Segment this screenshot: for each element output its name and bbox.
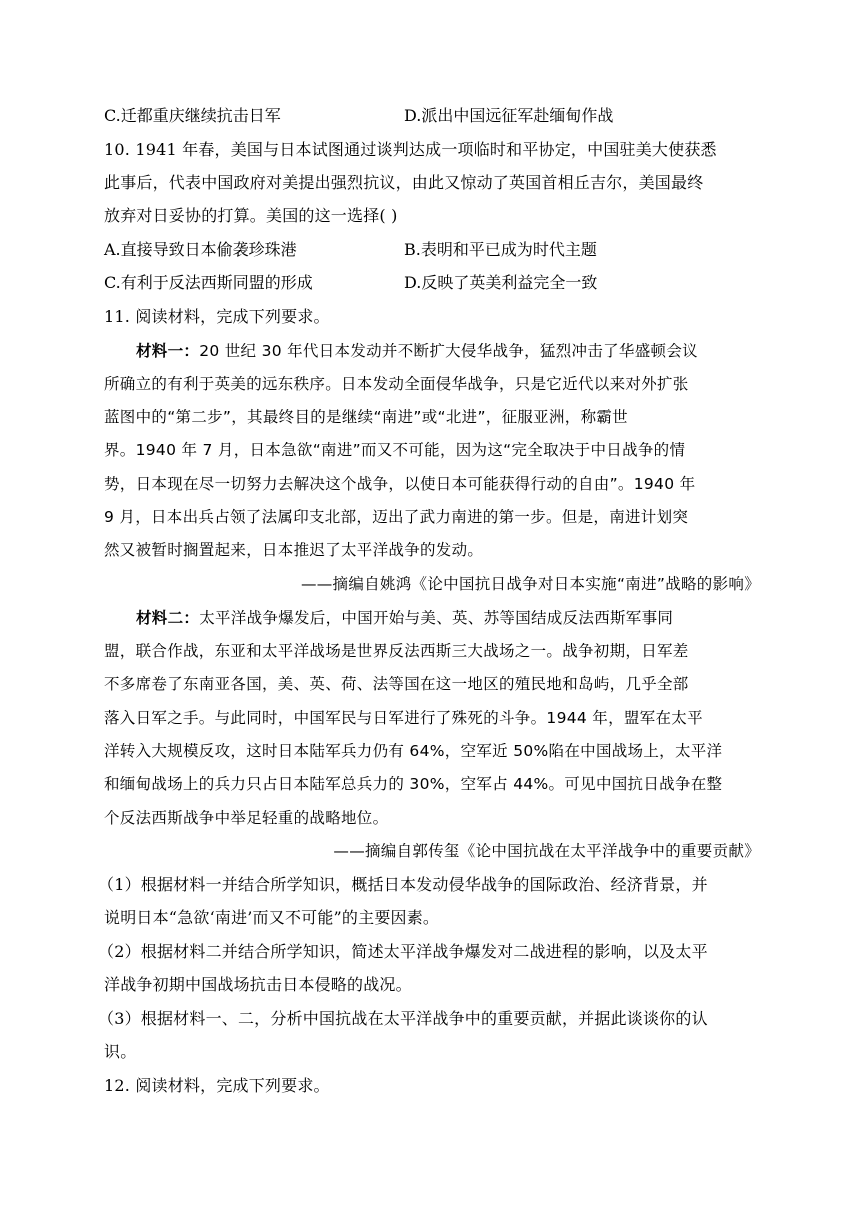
- material2-line-5: 洋转入大规模反攻，这时日本陆军兵力仍有 64%，空军近 50%陷在中国战场上，太平洋: [104, 742, 723, 760]
- q10-option-d: D.反映了英美利益完全一致: [404, 273, 598, 292]
- q10-stem-line-2: 此事后，代表中国政府对美提出强烈抗议，由此又惊动了英国首相丘吉尔，美国最终: [104, 173, 704, 192]
- material1-line-2: 所确立的有利于英美的远东秩序。日本发动全面侵华战争，只是它近代以来对外扩张: [104, 375, 689, 393]
- material1-source: ——摘编自姚鸿《论中国抗日战争对日本实施“南进”战略的影响》: [300, 575, 760, 593]
- material1-label: 材料一：: [136, 342, 200, 360]
- material2-line-2: 盟，联合作战，东亚和太平洋战场是世界反法西斯三大战场之一。战争初期，日军差: [104, 642, 689, 660]
- q11-intro: 11. 阅读材料，完成下列要求。: [104, 307, 330, 326]
- material2-line-4: 落入日军之手。与此同时，中国军民与日军进行了殊死的斗争。1944 年，盟军在太平: [104, 709, 703, 727]
- material2-line-7: 个反法西斯战争中举足轻重的战略地位。: [104, 809, 389, 827]
- q10-option-b: B.表明和平已成为时代主题: [404, 240, 597, 259]
- material2-first-line: [136, 608, 673, 628]
- material2-line-1: 太平洋战争爆发后，中国开始与美、英、苏等国结成反法西斯军事同: [199, 609, 674, 627]
- material1-first-line: [136, 341, 698, 361]
- material1-line-4: 界。1940 年 7 月，日本急欲“南进”而又不可能，因为这“完全取决于中日战争的情: [104, 441, 686, 459]
- q11-question-2-line-1: （2）根据材料二并结合所学知识，简述太平洋战争爆发对二战进程的影响，以及太平: [98, 942, 708, 961]
- material1-line-7: 然又被暂时搁置起来，日本推迟了太平洋战争的发动。: [104, 541, 484, 559]
- q11-question-2-line-2: 洋战争初期中国战场抗击日本侵略的战况。: [104, 975, 412, 994]
- q10-stem-line-1: 10. 1941 年春，美国与日本试图通过谈判达成一项临时和平协定，中国驻美大使获悉: [104, 140, 717, 159]
- material2-line-3: 不多席卷了东南亚各国，美、英、荷、法等国在这一地区的殖民地和岛屿，几乎全部: [104, 675, 689, 693]
- q9-option-c: C.迁都重庆继续抗击日军: [104, 106, 281, 125]
- material1-line-1: 20 世纪 30 年代日本发动并不断扩大侵华战争，猛烈冲击了华盛顿会议: [199, 342, 698, 360]
- material2-label: 材料二：: [136, 609, 200, 627]
- q11-question-3-line-1: （3）根据材料一、二，分析中国抗战在太平洋战争中的重要贡献，并据此谈谈你的认: [98, 1009, 708, 1028]
- q11-question-3-line-2: 识。: [104, 1042, 137, 1061]
- material2-source: ——摘编自郭传玺《论中国抗战在太平洋战争中的重要贡献》: [333, 842, 760, 860]
- q10-stem-line-3: 放弃对日妥协的打算。美国的这一选择( ): [104, 206, 398, 225]
- q11-question-1-line-2: 说明日本“急欲‘南进’而又不可能”的主要因素。: [104, 908, 440, 927]
- q10-option-c: C.有利于反法西斯同盟的形成: [104, 273, 313, 292]
- material1-line-5: 势，日本现在尽一切努力去解决这个战争，以使日本可能获得行动的自由”。1940 年: [104, 475, 696, 493]
- q9-option-d: D.派出中国远征军赴缅甸作战: [404, 106, 614, 125]
- material1-line-3: 蓝图中的“第二步”，其最终目的是继续“南进”或“北进”，征服亚洲，称霸世: [104, 408, 628, 426]
- material1-line-6: 9 月，日本出兵占领了法属印支北部，迈出了武力南进的第一步。但是，南进计划突: [104, 508, 689, 526]
- q10-option-a: A.直接导致日本偷袭珍珠港: [104, 240, 297, 259]
- q12-intro: 12. 阅读材料，完成下列要求。: [104, 1076, 330, 1095]
- material2-line-6: 和缅甸战场上的兵力只占日本陆军总兵力的 30%，空军占 44%。可见中国抗日战争在整: [104, 775, 723, 793]
- q11-question-1-line-1: （1）根据材料一并结合所学知识，概括日本发动侵华战争的国际政治、经济背景，并: [98, 875, 708, 894]
